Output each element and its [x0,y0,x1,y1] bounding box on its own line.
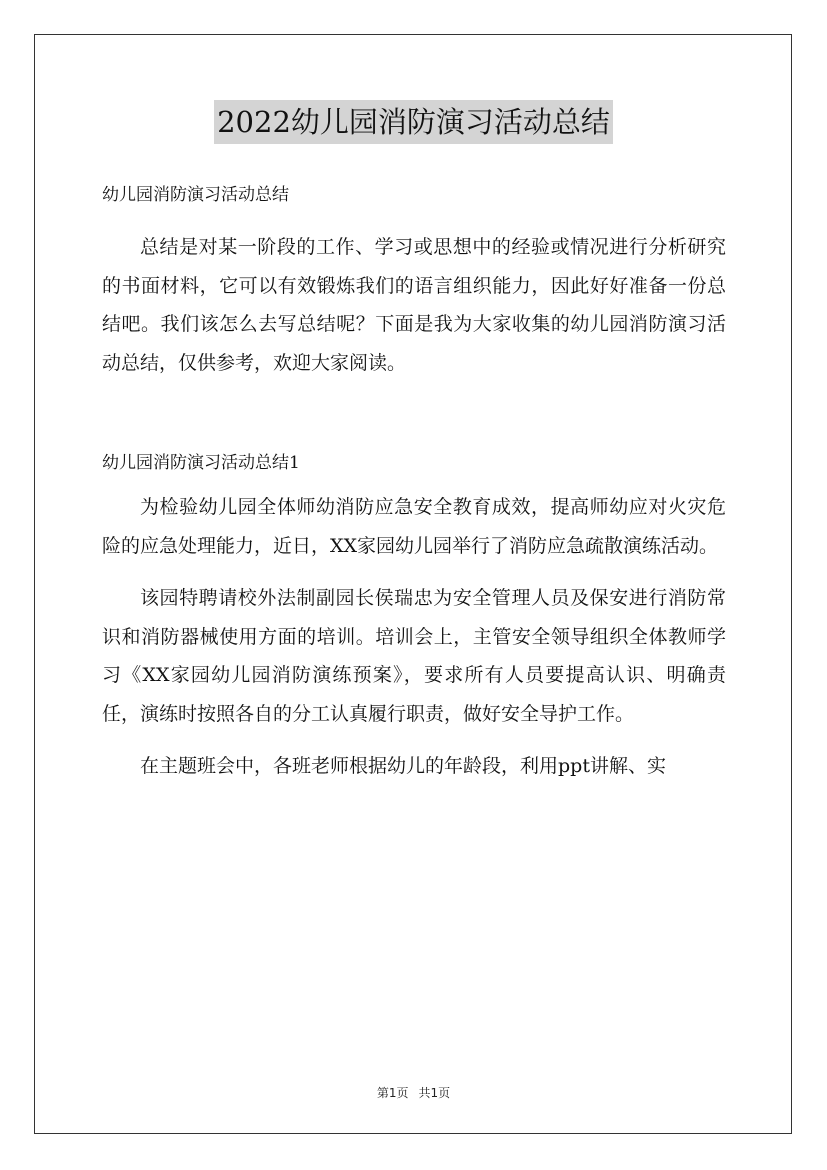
title-container [0,100,827,144]
document-subtitle: 幼儿园消防演习活动总结 [102,185,289,205]
document-body [102,176,726,800]
section-spacer [102,396,726,444]
page-number: 第1页 [376,1086,409,1100]
page-total: 共1页 [418,1086,451,1100]
page-footer [0,1084,827,1101]
body-paragraph-2: 该园特聘请校外法制副园长侯瑞忠为安全管理人员及保安进行消防常识和消防器械使用方面的培训。培训会上，主管安全领导组织全体教师学习《XX家园幼儿园消防演练预案》，要求所有人员要提高认识、明确责任，演练时按照各自的分工认真履行职责，做好安全导护工作。 [102,587,726,725]
body-paragraph-1: 为检验幼儿园全体师幼消防应急安全教育成效，提高师幼应对火灾危险的应急处理能力，近日，XX家园幼儿园举行了消防应急疏散演练活动。 [102,496,726,557]
body-paragraph-3: 在主题班会中，各班老师根据幼儿的年龄段，利用ppt讲解、实 [140,755,666,777]
intro-paragraph: 总结是对某一阶段的工作、学习或思想中的经验或情况进行分析研究的书面材料，它可以有效锻炼我们的语言组织能力，因此好好准备一份总结吧。我们该怎么去写总结呢？下面是我为大家收集的幼儿园消防演习活动总结，仅供参考，欢迎大家阅读。 [102,236,726,374]
document-title: 2022幼儿园消防演习活动总结 [214,100,613,144]
section-heading: 幼儿园消防演习活动总结1 [102,453,300,473]
